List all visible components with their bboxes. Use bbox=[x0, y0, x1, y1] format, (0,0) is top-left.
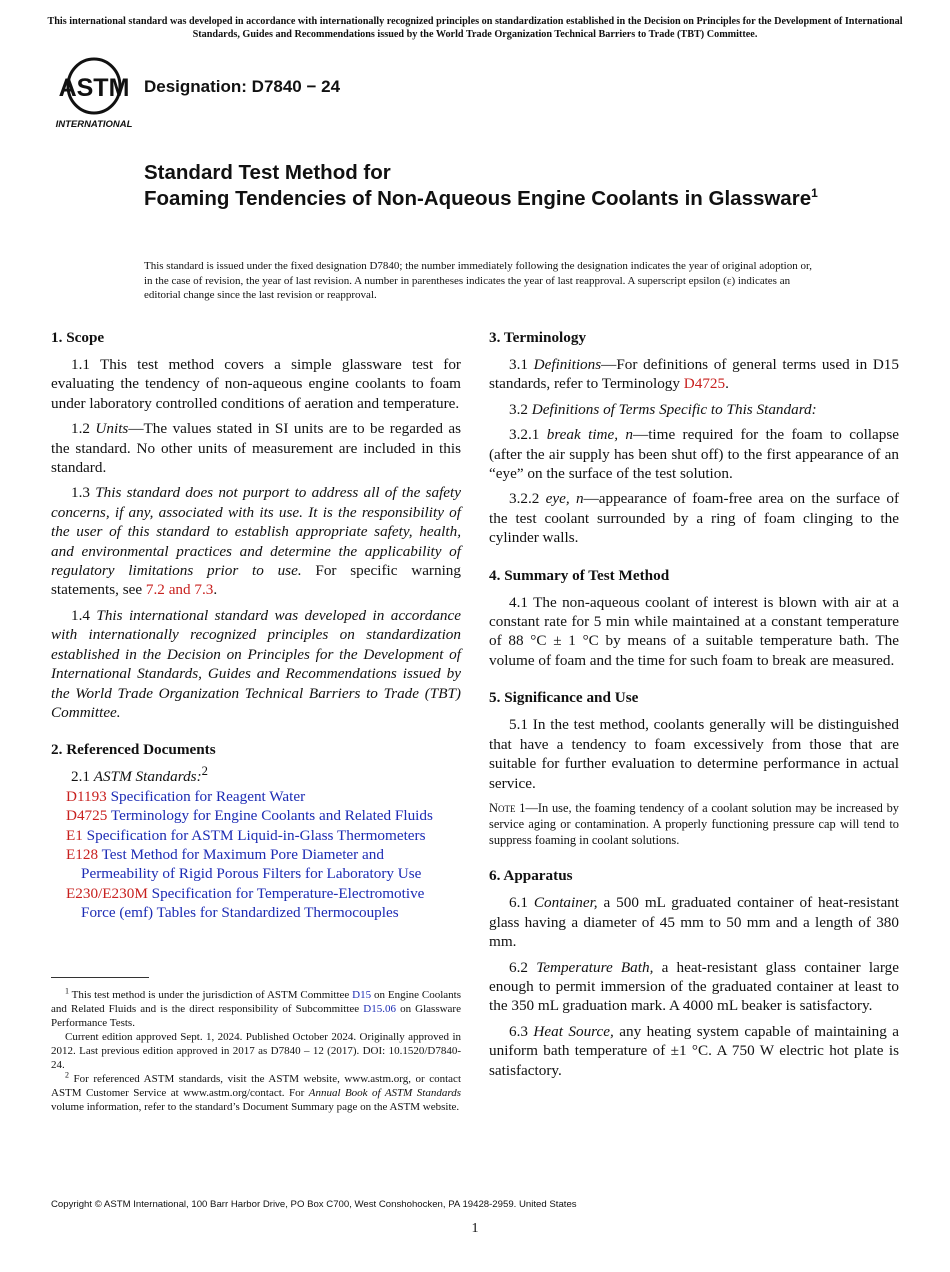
para-text: —time required for the foam to collapse (after the air supply has been shut off) to the first appearance of an “eye” on the surface of the test solution. bbox=[489, 426, 899, 483]
footnote-marker: 2 bbox=[201, 764, 208, 779]
scope-1-3 bbox=[51, 483, 461, 599]
apparatus-6-3 bbox=[489, 1022, 899, 1080]
document-title bbox=[144, 160, 844, 212]
para-emphasis: This standard does not purport to address all of the safety concerns, if any, associated with its use. It is the responsibility of the user of this standard to establish appropriate safety, health, and environmental practices and determine the applicability of regulatory limitations prior to use. bbox=[51, 484, 461, 580]
note-1 bbox=[489, 801, 899, 848]
reference-title-link[interactable]: Specification for Temperature-Electromotive Force (emf) Tables for Standardized Thermocouples bbox=[81, 884, 425, 922]
para-term: Definitions of Terms Specific to This Standard: bbox=[531, 400, 817, 418]
para-number: 3.1 bbox=[509, 356, 534, 373]
para-number: 3.2.1 bbox=[509, 426, 547, 444]
reference-title-link[interactable]: Test Method for Maximum Pore Diameter and Permeability of Rigid Porous Filters for Laboratory Use bbox=[81, 845, 422, 883]
referenced-documents-section bbox=[51, 740, 461, 922]
terminology-heading: 3. Terminology bbox=[489, 329, 587, 346]
para-number: 1.2 bbox=[71, 420, 96, 438]
summary-section bbox=[489, 566, 899, 671]
reference-code-link[interactable]: D1193 bbox=[66, 787, 107, 805]
para-term: ASTM Standards: bbox=[93, 768, 202, 786]
para-text: —appearance of foam-free area on the surface of the test coolant surrounded by a ring of foam clinging to the cylinder walls. bbox=[489, 490, 900, 547]
para-emphasis: This international standard was developed in accordance with internationally recognized principles on standardization established in the Decision on Principles for the Development of International Standards, Guides and Recommendations issued by the World Trade Organization Technical Barriers to Trade (TBT) Committee. bbox=[51, 606, 461, 721]
reference-item bbox=[51, 884, 461, 923]
summary-heading: 4. Summary of Test Method bbox=[489, 566, 670, 584]
para-number: 6.2 bbox=[509, 958, 537, 976]
significance-5-1: 5.1 In the test method, coolants generally will be distinguished that have a tendency to foam excessively from those that are suitable for further evaluation to determine performance in actual service. bbox=[489, 716, 899, 792]
para-text: For specific warning statements, see bbox=[51, 562, 461, 599]
footnote-edition: Current edition approved Sept. 1, 2024. Published October 2024. Originally approved in 2012. Last previous edition approved in 2017 as D7840 – 12 (2017). DOI: 10.1520/D7840-24. bbox=[51, 1031, 461, 1071]
apparatus-6-1 bbox=[489, 893, 899, 951]
para-term: Definitions bbox=[533, 356, 602, 373]
title-main: Foaming Tendencies of Non-Aqueous Engine Coolants in Glassware bbox=[144, 187, 812, 210]
section-7-link[interactable]: 7.2 and 7.3 bbox=[145, 581, 214, 599]
reference-code-link[interactable]: E128 bbox=[66, 845, 99, 863]
para-number: 2.1 bbox=[71, 768, 94, 786]
issue-note: This standard is issued under the fixed designation D7840; the number immediately following the designation indicates the year of original adoption or, in the case of revision, the year of last revision. A number in parentheses indicates the year of last reapproval. A superscript epsilon (ε) indicates an editorial change since the last revision or reapproval. bbox=[144, 260, 812, 301]
committee-link[interactable]: D15 bbox=[352, 989, 372, 1001]
d4725-link[interactable]: D4725 bbox=[683, 375, 726, 393]
reference-code-link[interactable]: E1 bbox=[66, 826, 83, 844]
terminology-section bbox=[489, 328, 899, 548]
reference-item bbox=[51, 845, 461, 884]
title-footnote-marker: 1 bbox=[811, 186, 818, 200]
para-number: 1.4 bbox=[71, 606, 97, 624]
reference-title-link[interactable]: Specification for ASTM Liquid-in-Glass Thermometers bbox=[82, 826, 426, 844]
footnote-text: This test method is under the jurisdiction of ASTM Committee bbox=[69, 989, 353, 1001]
significance-section bbox=[489, 688, 899, 848]
astm-standards-intro bbox=[51, 764, 461, 786]
para-number: 6.3 bbox=[509, 1022, 534, 1040]
subcommittee-link[interactable]: D15.06 bbox=[363, 1003, 396, 1015]
terminology-3-2 bbox=[489, 400, 899, 419]
reference-title-link[interactable]: Specification for Reagent Water bbox=[106, 787, 306, 805]
footnote-1 bbox=[51, 988, 461, 1030]
reference-list bbox=[51, 787, 461, 923]
footnote-2 bbox=[51, 1072, 461, 1114]
footnote-divider bbox=[51, 977, 149, 978]
note-text: —In use, the foaming tendency of a coolant solution may be increased by service aging or contamination. A properly functioning pressure cap will tend to suppress foaming in coolant solutions. bbox=[489, 800, 899, 847]
para-text: any heating system capable of maintaining a uniform bath temperature of ±1 °C. A 750 W electric hot plate is satisfactory. bbox=[489, 1022, 899, 1079]
para-number: 1.3 bbox=[71, 484, 96, 502]
para-text: . bbox=[213, 581, 218, 599]
footnotes bbox=[51, 988, 461, 1114]
scope-1-4 bbox=[51, 606, 461, 722]
apparatus-section bbox=[489, 866, 899, 1080]
title-line-2 bbox=[144, 186, 844, 212]
reference-title-link[interactable]: Terminology for Engine Coolants and Related Fluids bbox=[107, 807, 433, 825]
para-term: break time, n bbox=[546, 426, 634, 444]
para-term: Heat Source, bbox=[533, 1022, 614, 1040]
apparatus-6-2 bbox=[489, 958, 899, 1016]
scope-1-2 bbox=[51, 419, 461, 477]
significance-heading: 5. Significance and Use bbox=[489, 689, 639, 707]
page-number: 1 bbox=[471, 1221, 479, 1236]
para-term: Container, bbox=[533, 894, 598, 912]
reference-item bbox=[51, 806, 461, 825]
footnote-marker: 1 bbox=[65, 986, 69, 996]
right-column bbox=[489, 328, 899, 1080]
astm-logo bbox=[53, 56, 135, 132]
terminology-3-2-2 bbox=[489, 489, 899, 547]
logo-text: ASTM bbox=[58, 74, 130, 102]
title-line-1: Standard Test Method for bbox=[144, 161, 391, 184]
top-notice: This international standard was developed in accordance with internationally recognized principles on standardization established in the Decision on Principles for the Development of International Standards, Guides and Recommendations issued by the World Trade Organization Technical Barriers to Trade (TBT) Committee. bbox=[47, 16, 903, 40]
para-term: Units bbox=[95, 420, 129, 438]
para-number: 3.2.2 bbox=[509, 490, 546, 508]
footnote-text: For referenced ASTM standards, visit the ASTM website, www.astm.org, or contact ASTM Customer Service at www.astm.org/contact. For bbox=[51, 1073, 461, 1099]
scope-1-1: 1.1 This test method covers a simple glassware test for evaluating the tendency of non-aqueous engine coolants to foam under laboratory controlled conditions of aeration and temperature. bbox=[51, 356, 461, 412]
apparatus-heading: 6. Apparatus bbox=[489, 867, 573, 885]
reference-code-link[interactable]: E230/E230M bbox=[66, 884, 148, 902]
scope-section bbox=[51, 328, 461, 722]
footnote-text: on Engine Coolants and Related Fluids and is the direct responsibility of Subcommittee bbox=[51, 989, 461, 1015]
reference-code-link[interactable]: D4725 bbox=[66, 807, 108, 825]
footnote-marker: 2 bbox=[65, 1070, 69, 1080]
footnote-text: on Glassware Performance Tests. bbox=[51, 1003, 461, 1029]
terminology-3-2-1 bbox=[489, 425, 899, 483]
para-term: Temperature Bath, bbox=[536, 958, 654, 976]
para-text: . bbox=[725, 375, 729, 393]
reference-item bbox=[51, 826, 461, 845]
scope-heading: 1. Scope bbox=[51, 329, 105, 346]
summary-4-1: 4.1 The non-aqueous coolant of interest is blown with air at a constant rate for 5 min while maintained at a constant temperature of 88 °C ± 1 °C by means of a suitable temperature bath. The volume of foam and the time for such foam to break are measured. bbox=[489, 593, 899, 669]
para-text: —The values stated in SI units are to be regarded as the standard. No other units of measurement are included in this standard. bbox=[51, 420, 461, 477]
logo-subtext: INTERNATIONAL bbox=[55, 119, 133, 130]
para-number: 6.1 bbox=[509, 894, 534, 912]
para-text: —For definitions of general terms used in D15 standards, refer to Terminology bbox=[489, 356, 899, 393]
para-text: a heat-resistant glass container large enough to permit immersion of the graduated container at least to the 350 mL graduation mark. A 4000 mL beaker is satisfactory. bbox=[489, 958, 900, 1015]
terminology-3-1 bbox=[489, 355, 899, 394]
para-number: 3.2 bbox=[509, 400, 532, 418]
para-term: eye, n bbox=[545, 490, 584, 508]
footnote-emphasis: Annual Book of ASTM Standards bbox=[308, 1087, 461, 1099]
note-label: Note 1 bbox=[489, 800, 526, 815]
left-column bbox=[51, 328, 461, 923]
footnote-text: volume information, refer to the standard’s Document Summary page on the ASTM website. bbox=[51, 1101, 460, 1113]
referenced-heading: 2. Referenced Documents bbox=[51, 741, 216, 759]
reference-item bbox=[51, 787, 461, 806]
copyright-notice: Copyright © ASTM International, 100 Barr Harbor Drive, PO Box C700, West Conshohocken, PA 19428-2959. United States bbox=[51, 1199, 577, 1210]
designation: Designation: D7840 − 24 bbox=[144, 77, 341, 96]
para-text: a 500 mL graduated container of heat-resistant glass having a diameter of 45 mm to 50 mm and a length of 380 mm. bbox=[489, 894, 899, 951]
